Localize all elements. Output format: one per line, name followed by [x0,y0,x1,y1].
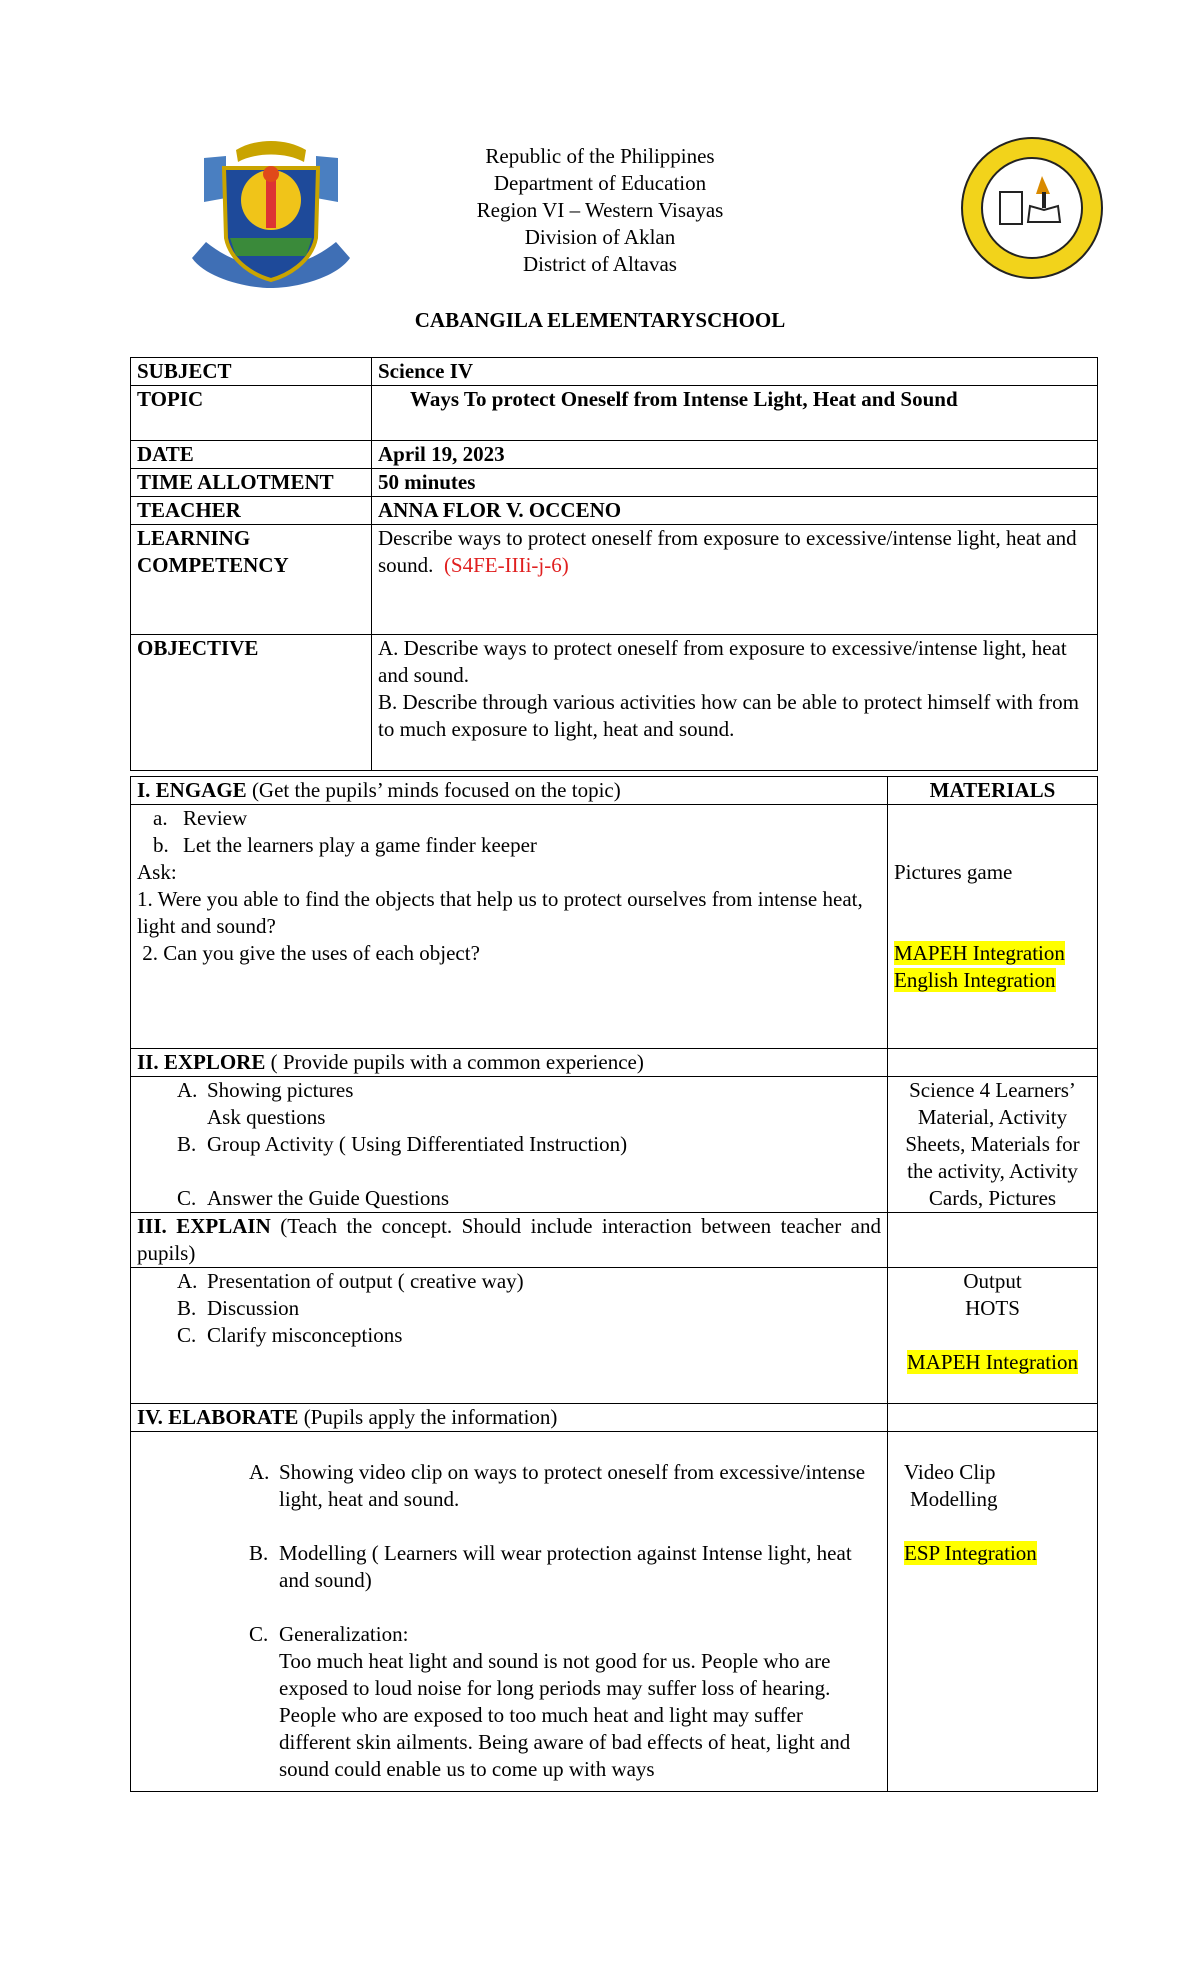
date-label: DATE [131,441,372,469]
engage-heading [131,777,888,805]
letterhead [300,143,900,278]
list-text: Review [183,806,248,830]
list-marker: C. [249,1622,269,1646]
objective-a: A. Describe ways to protect oneself from exposure to excessive/intense light, heat and sound. [378,636,1067,687]
explain-heading [131,1213,888,1268]
list-item [177,1131,881,1158]
list-text: Answer the Guide Questions [207,1186,450,1210]
list-item [177,1295,881,1322]
list-marker: B. [177,1132,197,1156]
school-name: CABANGILA ELEMENTARYSCHOOL [414,308,786,332]
competency-value [372,525,1098,635]
material-item: Modelling [910,1487,998,1511]
explain-materials [888,1268,1098,1404]
explain-title: III. EXPLAIN [137,1214,271,1238]
explore-materials-head [888,1049,1098,1077]
list-marker: A. [177,1078,198,1102]
explain-materials-head [888,1213,1098,1268]
list-item [177,1077,881,1104]
elaborate-heading [131,1404,888,1432]
topic-value: Ways To protect Oneself from Intense Light, Heat and Sound [372,386,1098,441]
header-line: Division of Aklan [524,225,676,249]
list-marker: b. [153,833,169,857]
list-marker: C. [177,1323,197,1347]
list-item [177,1268,881,1295]
list-text: Presentation of output ( creative way) [207,1269,524,1293]
list-item [249,1621,875,1648]
material-item: HOTS [965,1296,1020,1320]
generalization-text: Too much heat light and sound is not good for us. People who are exposed to loud noise for long periods may suffer loss of hearing. People who are exposed to too much heat and light may suffer different skin ailments. Being aware of bad effects of heat, light and sound could enable us to come up with ways [279,1649,851,1781]
list-item [249,1459,875,1513]
list-marker: B. [177,1296,197,1320]
lesson-info-table [130,357,1098,771]
list-marker: B. [249,1541,269,1565]
subject-label: SUBJECT [131,358,372,386]
list-text: Modelling ( Learners will wear protection against Intense light, heat and sound) [279,1541,852,1592]
list-item [177,1322,881,1349]
elaborate-title: IV. ELABORATE [137,1405,299,1429]
integration-badge: English Integration [894,968,1056,992]
engage-body [131,805,888,1049]
explain-body [131,1268,888,1404]
objective-value [372,635,1098,771]
materials-heading: MATERIALS [888,777,1098,805]
list-marker: A. [177,1269,198,1293]
cabangila-school-logo [960,136,1104,280]
integration-badge: MAPEH Integration [894,941,1065,965]
list-item [177,1185,881,1212]
list-item [137,805,881,832]
integration-badge: MAPEH Integration [907,1350,1078,1374]
header-line: Department of Education [493,171,707,195]
explore-heading [131,1049,888,1077]
competency-code: (S4FE-IIIi-j-6) [443,553,569,577]
header-line: Region VI – Western Visayas [476,198,724,222]
time-value: 50 minutes [372,469,1098,497]
explain-subtitle: (Teach the concept. Should include interaction between teacher and pupils) [137,1214,881,1265]
engage-materials [888,805,1098,1049]
material-item: Output [963,1269,1022,1293]
objective-label: OBJECTIVE [131,635,372,771]
explore-materials: Science 4 Learners’ Material, Activity Sheets, Materials for the activity, Activity Cards, Pictures [888,1077,1098,1213]
material-item: Pictures game [894,860,1013,884]
elaborate-subtitle: (Pupils apply the information) [298,1405,558,1429]
list-text: Clarify misconceptions [207,1323,403,1347]
elaborate-body [131,1432,888,1792]
time-label: TIME ALLOTMENT [131,469,372,497]
teacher-value: ANNA FLOR V. OCCENO [372,497,1098,525]
elaborate-materials [888,1432,1098,1792]
teacher-label: TEACHER [131,497,372,525]
competency-label-line: LEARNING [137,526,251,550]
list-item [137,832,881,859]
list-text: Generalization: [279,1622,409,1646]
header-line: District of Altavas [523,252,677,276]
ask-label: Ask: [137,860,177,884]
header-line: Republic of the Philippines [485,144,715,168]
date-value: April 19, 2023 [372,441,1098,469]
competency-label [131,525,372,635]
list-text: Discussion [207,1296,300,1320]
list-text: Showing pictures [207,1078,354,1102]
topic-label: TOPIC [131,386,372,441]
objective-b: B. Describe through various activities how can be able to protect himself with from to much exposure to light, heat and sound. [378,690,1079,741]
list-text: Group Activity ( Using Differentiated Instruction) [207,1132,628,1156]
explore-subtitle: ( Provide pupils with a common experience) [265,1050,644,1074]
procedure-table [130,776,1098,1792]
subject-value: Science IV [372,358,1098,386]
question-1: 1. Were you able to find the objects that help us to protect ourselves from intense heat, light and sound? [137,887,863,938]
competency-text: Describe ways to protect oneself from exposure to excessive/intense light, heat and sound. [378,526,1077,577]
explore-title: II. EXPLORE [137,1050,266,1074]
engage-subtitle: (Get the pupils’ minds focused on the topic) [246,778,621,802]
integration-badge: ESP Integration [904,1541,1037,1565]
list-marker: a. [153,806,168,830]
list-item [249,1540,875,1594]
list-marker: C. [177,1186,197,1210]
list-text: Showing video clip on ways to protect oneself from excessive/intense light, heat and sound. [279,1460,866,1511]
material-item: Video Clip [904,1460,996,1484]
list-subtext: Ask questions [207,1105,326,1129]
list-text: Let the learners play a game finder keeper [183,833,537,857]
engage-title: I. ENGAGE [137,778,247,802]
explore-body [131,1077,888,1213]
question-2: 2. Can you give the uses of each object? [137,941,480,965]
elaborate-materials-head [888,1404,1098,1432]
list-marker: A. [249,1460,270,1484]
competency-label-line: COMPETENCY [137,553,289,577]
